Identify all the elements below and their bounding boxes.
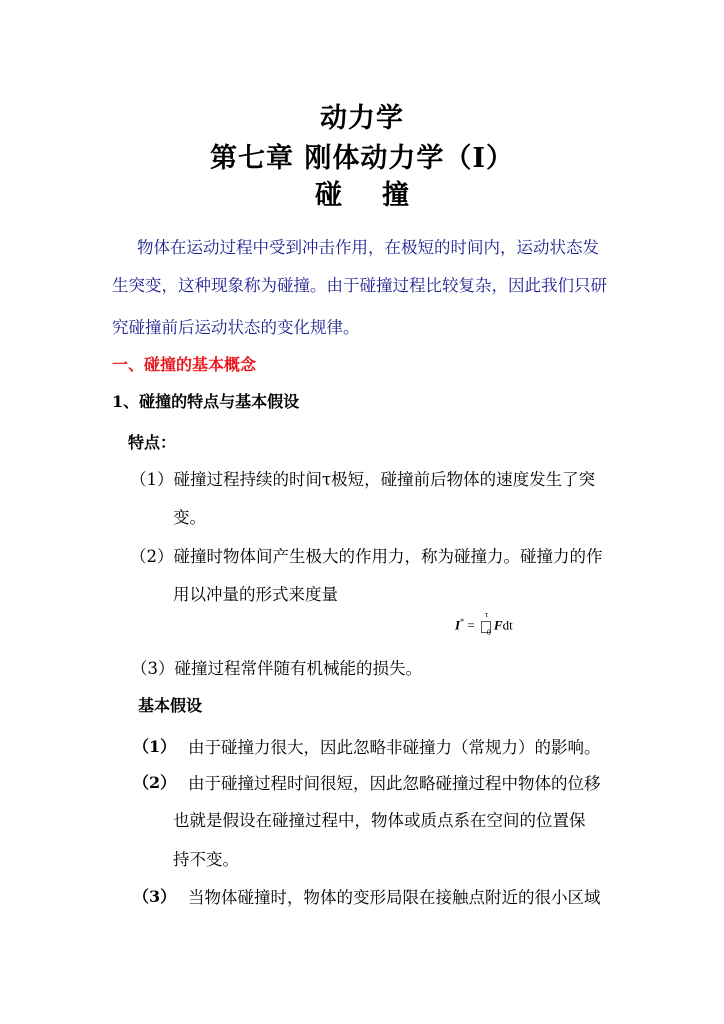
formula-sup: *: [460, 617, 465, 626]
assumption-2-line-1: 由于碰撞过程时间很短，因此忽略碰撞过程中物体的位移: [188, 774, 601, 793]
assumptions-label: 基本假设: [138, 696, 203, 715]
feature-3: （3）碰撞过程常伴随有机械能的损失。: [131, 659, 422, 678]
section-title: [0, 173, 724, 212]
formula-differential: dt: [502, 617, 513, 633]
doc-title: 动力学: [320, 103, 404, 134]
assumption-1-text: 由于碰撞力很大，因此忽略非碰撞力（常规力）的影响。: [188, 738, 601, 757]
integral-upper-limit: τ: [484, 610, 489, 620]
impulse-formula: [455, 610, 513, 638]
integral-lower-limit: 0: [486, 628, 491, 638]
feature-1-line-2: 变。: [173, 508, 206, 527]
assumption-3-number: （3）: [133, 887, 177, 906]
section-title-char-1: 碰: [315, 180, 342, 211]
feature-2-line-2: 用以冲量的形式来度量: [173, 585, 338, 604]
assumption-2-line-3: 持不变。: [173, 850, 239, 869]
intro-line-2: 生突变，这种现象称为碰撞。由于碰撞过程比较复杂，因此我们只研: [112, 276, 607, 295]
features-label: 特点：: [128, 433, 177, 452]
intro-line-1: 物体在运动过程中受到冲击作用，在极短的时间内，运动状态发: [137, 238, 599, 257]
section-title-char-2: 撞: [382, 180, 409, 211]
feature-1-line-1: （1）碰撞过程持续的时间τ极短，碰撞前后物体的速度发生了突: [130, 470, 596, 489]
assumption-2-number: （2）: [133, 773, 177, 792]
feature-2-line-1: （2）碰撞时物体间产生极大的作用力，称为碰撞力。碰撞力的作: [130, 547, 603, 566]
subsection-heading: 1、碰撞的特点与基本假设: [112, 392, 300, 411]
intro-line-3: 究碰撞前后运动状态的变化规律。: [112, 318, 360, 337]
formula-eq: =: [467, 617, 475, 633]
integral-icon: [480, 610, 492, 638]
formula-lhs: I: [455, 617, 461, 633]
assumption-2-line-2: 也就是假设在碰撞过程中，物体或质点系在空间的位置保: [173, 811, 586, 830]
assumption-3-line-1: 当物体碰撞时，物体的变形局限在接触点附近的很小区域: [188, 888, 601, 907]
formula-integrand: F: [493, 617, 503, 633]
chapter-title: 第七章 刚体动力学（I）: [209, 143, 515, 174]
assumption-1-number: （1）: [133, 737, 177, 756]
section-heading: 一、碰撞的基本概念: [112, 355, 257, 374]
